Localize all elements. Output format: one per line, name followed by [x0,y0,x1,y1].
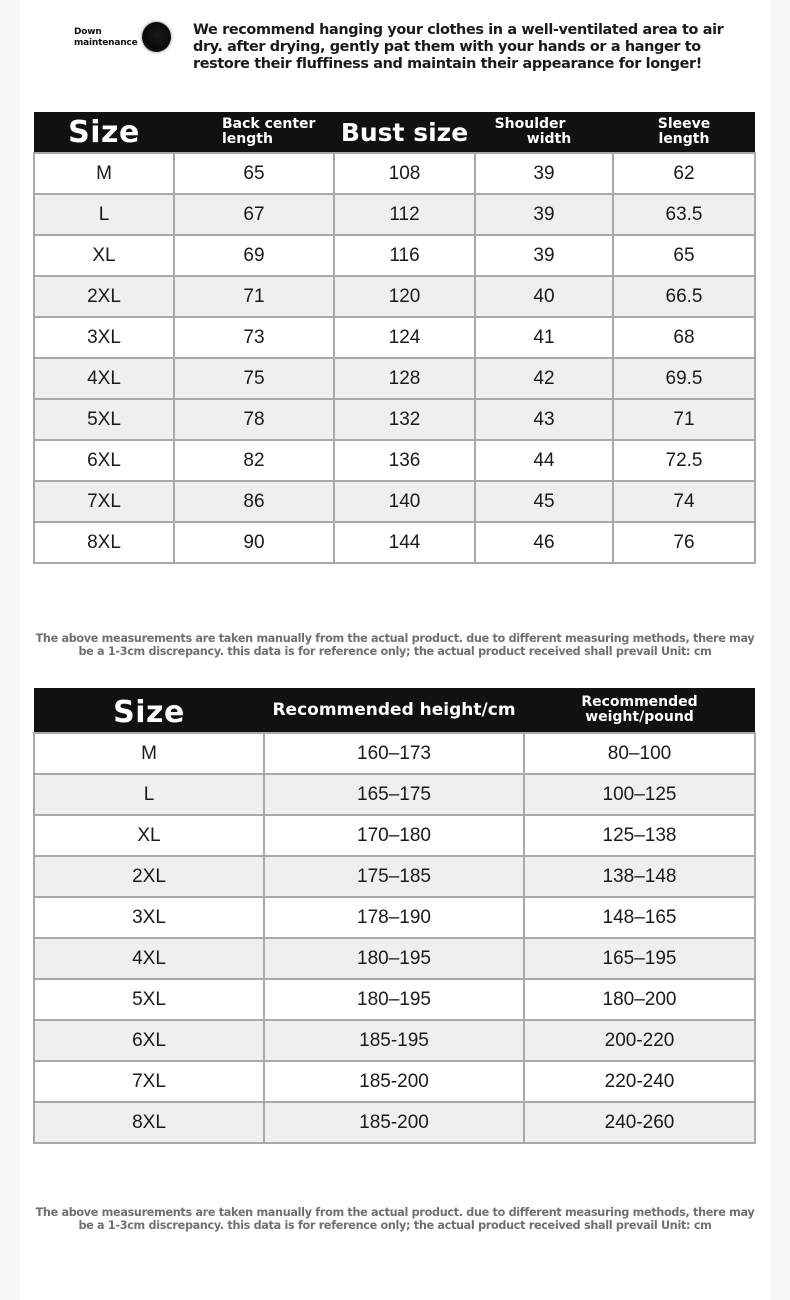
header-back-center-length [174,112,334,153]
header-back-center-length-line1: Back center [222,116,316,132]
cell-weight: 100–125 [524,774,755,815]
cell-weight: 200-220 [524,1020,755,1061]
cell-bust-size: 144 [334,522,475,563]
cell-size: XL [34,235,174,276]
cell-size: 5XL [34,399,174,440]
cell-size: 6XL [34,440,174,481]
cell-back-center-length: 69 [174,235,334,276]
cell-back-center-length: 71 [174,276,334,317]
cell-sleeve-length: 68 [613,317,755,358]
header-shoulder-width [475,112,613,153]
header-weight-line2: weight/pound [585,709,694,725]
measurement-disclaimer [20,1206,770,1232]
table-row [34,522,755,563]
cell-shoulder-width: 39 [475,153,613,194]
cell-height: 185-200 [264,1102,524,1143]
cell-height: 185-195 [264,1020,524,1061]
cell-back-center-length: 82 [174,440,334,481]
cell-bust-size: 116 [334,235,475,276]
table-row [34,399,755,440]
cell-size: 7XL [34,1061,264,1102]
header-recommended-weight [524,688,755,733]
bullet-dot-icon [142,22,171,52]
care-label-line2: maintenance [74,38,138,48]
cell-bust-size: 124 [334,317,475,358]
header-shoulder-width-line1: Shoulder [494,116,566,132]
cell-bust-size: 136 [334,440,475,481]
table-row [34,317,755,358]
cell-height: 180–195 [264,979,524,1020]
table-row [34,733,755,774]
table-row [34,481,755,522]
cell-size: 6XL [34,1020,264,1061]
cell-size: 4XL [34,358,174,399]
table-row [34,1102,755,1143]
cell-weight: 165–195 [524,938,755,979]
cell-size: L [34,194,174,235]
cell-size: 5XL [34,979,264,1020]
cell-shoulder-width: 43 [475,399,613,440]
header-sleeve-length-line1: Sleeve [657,116,711,132]
table-row [34,938,755,979]
cell-back-center-length: 73 [174,317,334,358]
table-row [34,235,755,276]
cell-size: 8XL [34,1102,264,1143]
care-label [74,27,137,49]
disclaimer-line1: The above measurements are taken manually from the actual product. due to different measuring methods, there may [35,632,755,645]
cell-sleeve-length: 72.5 [613,440,755,481]
header-size: Size [34,112,174,153]
header-recommended-height: Recommended height/cm [264,688,524,733]
table-row [34,979,755,1020]
cell-bust-size: 128 [334,358,475,399]
cell-bust-size: 132 [334,399,475,440]
cell-size: XL [34,815,264,856]
cell-size: M [34,733,264,774]
cell-back-center-length: 90 [174,522,334,563]
cell-sleeve-length: 71 [613,399,755,440]
cell-sleeve-length: 62 [613,153,755,194]
cell-shoulder-width: 46 [475,522,613,563]
table-row [34,815,755,856]
cell-size: 3XL [34,317,174,358]
cell-height: 170–180 [264,815,524,856]
cell-height: 180–195 [264,938,524,979]
cell-back-center-length: 67 [174,194,334,235]
cell-weight: 125–138 [524,815,755,856]
table-row [34,440,755,481]
cell-weight: 138–148 [524,856,755,897]
care-label-line1: Down [74,27,102,37]
cell-size: L [34,774,264,815]
table-header-row [34,112,755,153]
table-row [34,856,755,897]
table-row [34,358,755,399]
table-row [34,897,755,938]
cell-weight: 220-240 [524,1061,755,1102]
cell-back-center-length: 78 [174,399,334,440]
header-shoulder-width-line2: width [526,131,572,147]
recommendation-table [33,688,756,1144]
table-row [34,276,755,317]
cell-sleeve-length: 65 [613,235,755,276]
table-row [34,774,755,815]
header-bust-size: Bust size [334,112,475,153]
cell-shoulder-width: 39 [475,194,613,235]
cell-size: M [34,153,174,194]
cell-sleeve-length: 76 [613,522,755,563]
cell-height: 185-200 [264,1061,524,1102]
cell-height: 165–175 [264,774,524,815]
cell-shoulder-width: 45 [475,481,613,522]
header-weight-line1: Recommended [581,694,698,710]
cell-sleeve-length: 74 [613,481,755,522]
disclaimer-line2: be a 1-3cm discrepancy. this data is for reference only; the actual product received shall prevail Unit: cm [78,645,712,658]
measurement-disclaimer [20,632,770,658]
cell-back-center-length: 86 [174,481,334,522]
disclaimer-line1: The above measurements are taken manually from the actual product. due to different measuring methods, there may [35,1206,755,1219]
cell-sleeve-length: 63.5 [613,194,755,235]
cell-weight: 148–165 [524,897,755,938]
cell-size: 2XL [34,276,174,317]
cell-sleeve-length: 69.5 [613,358,755,399]
table-row [34,153,755,194]
table-row [34,1061,755,1102]
cell-bust-size: 108 [334,153,475,194]
cell-shoulder-width: 40 [475,276,613,317]
table-row [34,1020,755,1061]
cell-bust-size: 140 [334,481,475,522]
header-back-center-length-line2: length [222,131,273,147]
cell-size: 8XL [34,522,174,563]
measurements-table [33,112,756,564]
cell-size: 7XL [34,481,174,522]
cell-shoulder-width: 44 [475,440,613,481]
header-sleeve-length-line2: length [658,131,710,147]
cell-shoulder-width: 42 [475,358,613,399]
cell-size: 2XL [34,856,264,897]
cell-size: 3XL [34,897,264,938]
cell-height: 178–190 [264,897,524,938]
cell-size: 4XL [34,938,264,979]
header-size: Size [34,688,264,733]
cell-weight: 240-260 [524,1102,755,1143]
header-sleeve-length [613,112,755,153]
table-header-row [34,688,755,733]
cell-bust-size: 112 [334,194,475,235]
disclaimer-line2: be a 1-3cm discrepancy. this data is for reference only; the actual product received shall prevail Unit: cm [78,1219,712,1232]
cell-weight: 80–100 [524,733,755,774]
cell-sleeve-length: 66.5 [613,276,755,317]
cell-height: 160–173 [264,733,524,774]
cell-back-center-length: 65 [174,153,334,194]
cell-shoulder-width: 41 [475,317,613,358]
cell-weight: 180–200 [524,979,755,1020]
table-row [34,194,755,235]
cell-shoulder-width: 39 [475,235,613,276]
cell-bust-size: 120 [334,276,475,317]
cell-back-center-length: 75 [174,358,334,399]
care-instructions-text: We recommend hanging your clothes in a well-ventilated area to air dry. after drying, gently pat them with your hands or a hanger to restore their fluffiness and maintain their appearance for longer! [193,22,724,72]
cell-height: 175–185 [264,856,524,897]
